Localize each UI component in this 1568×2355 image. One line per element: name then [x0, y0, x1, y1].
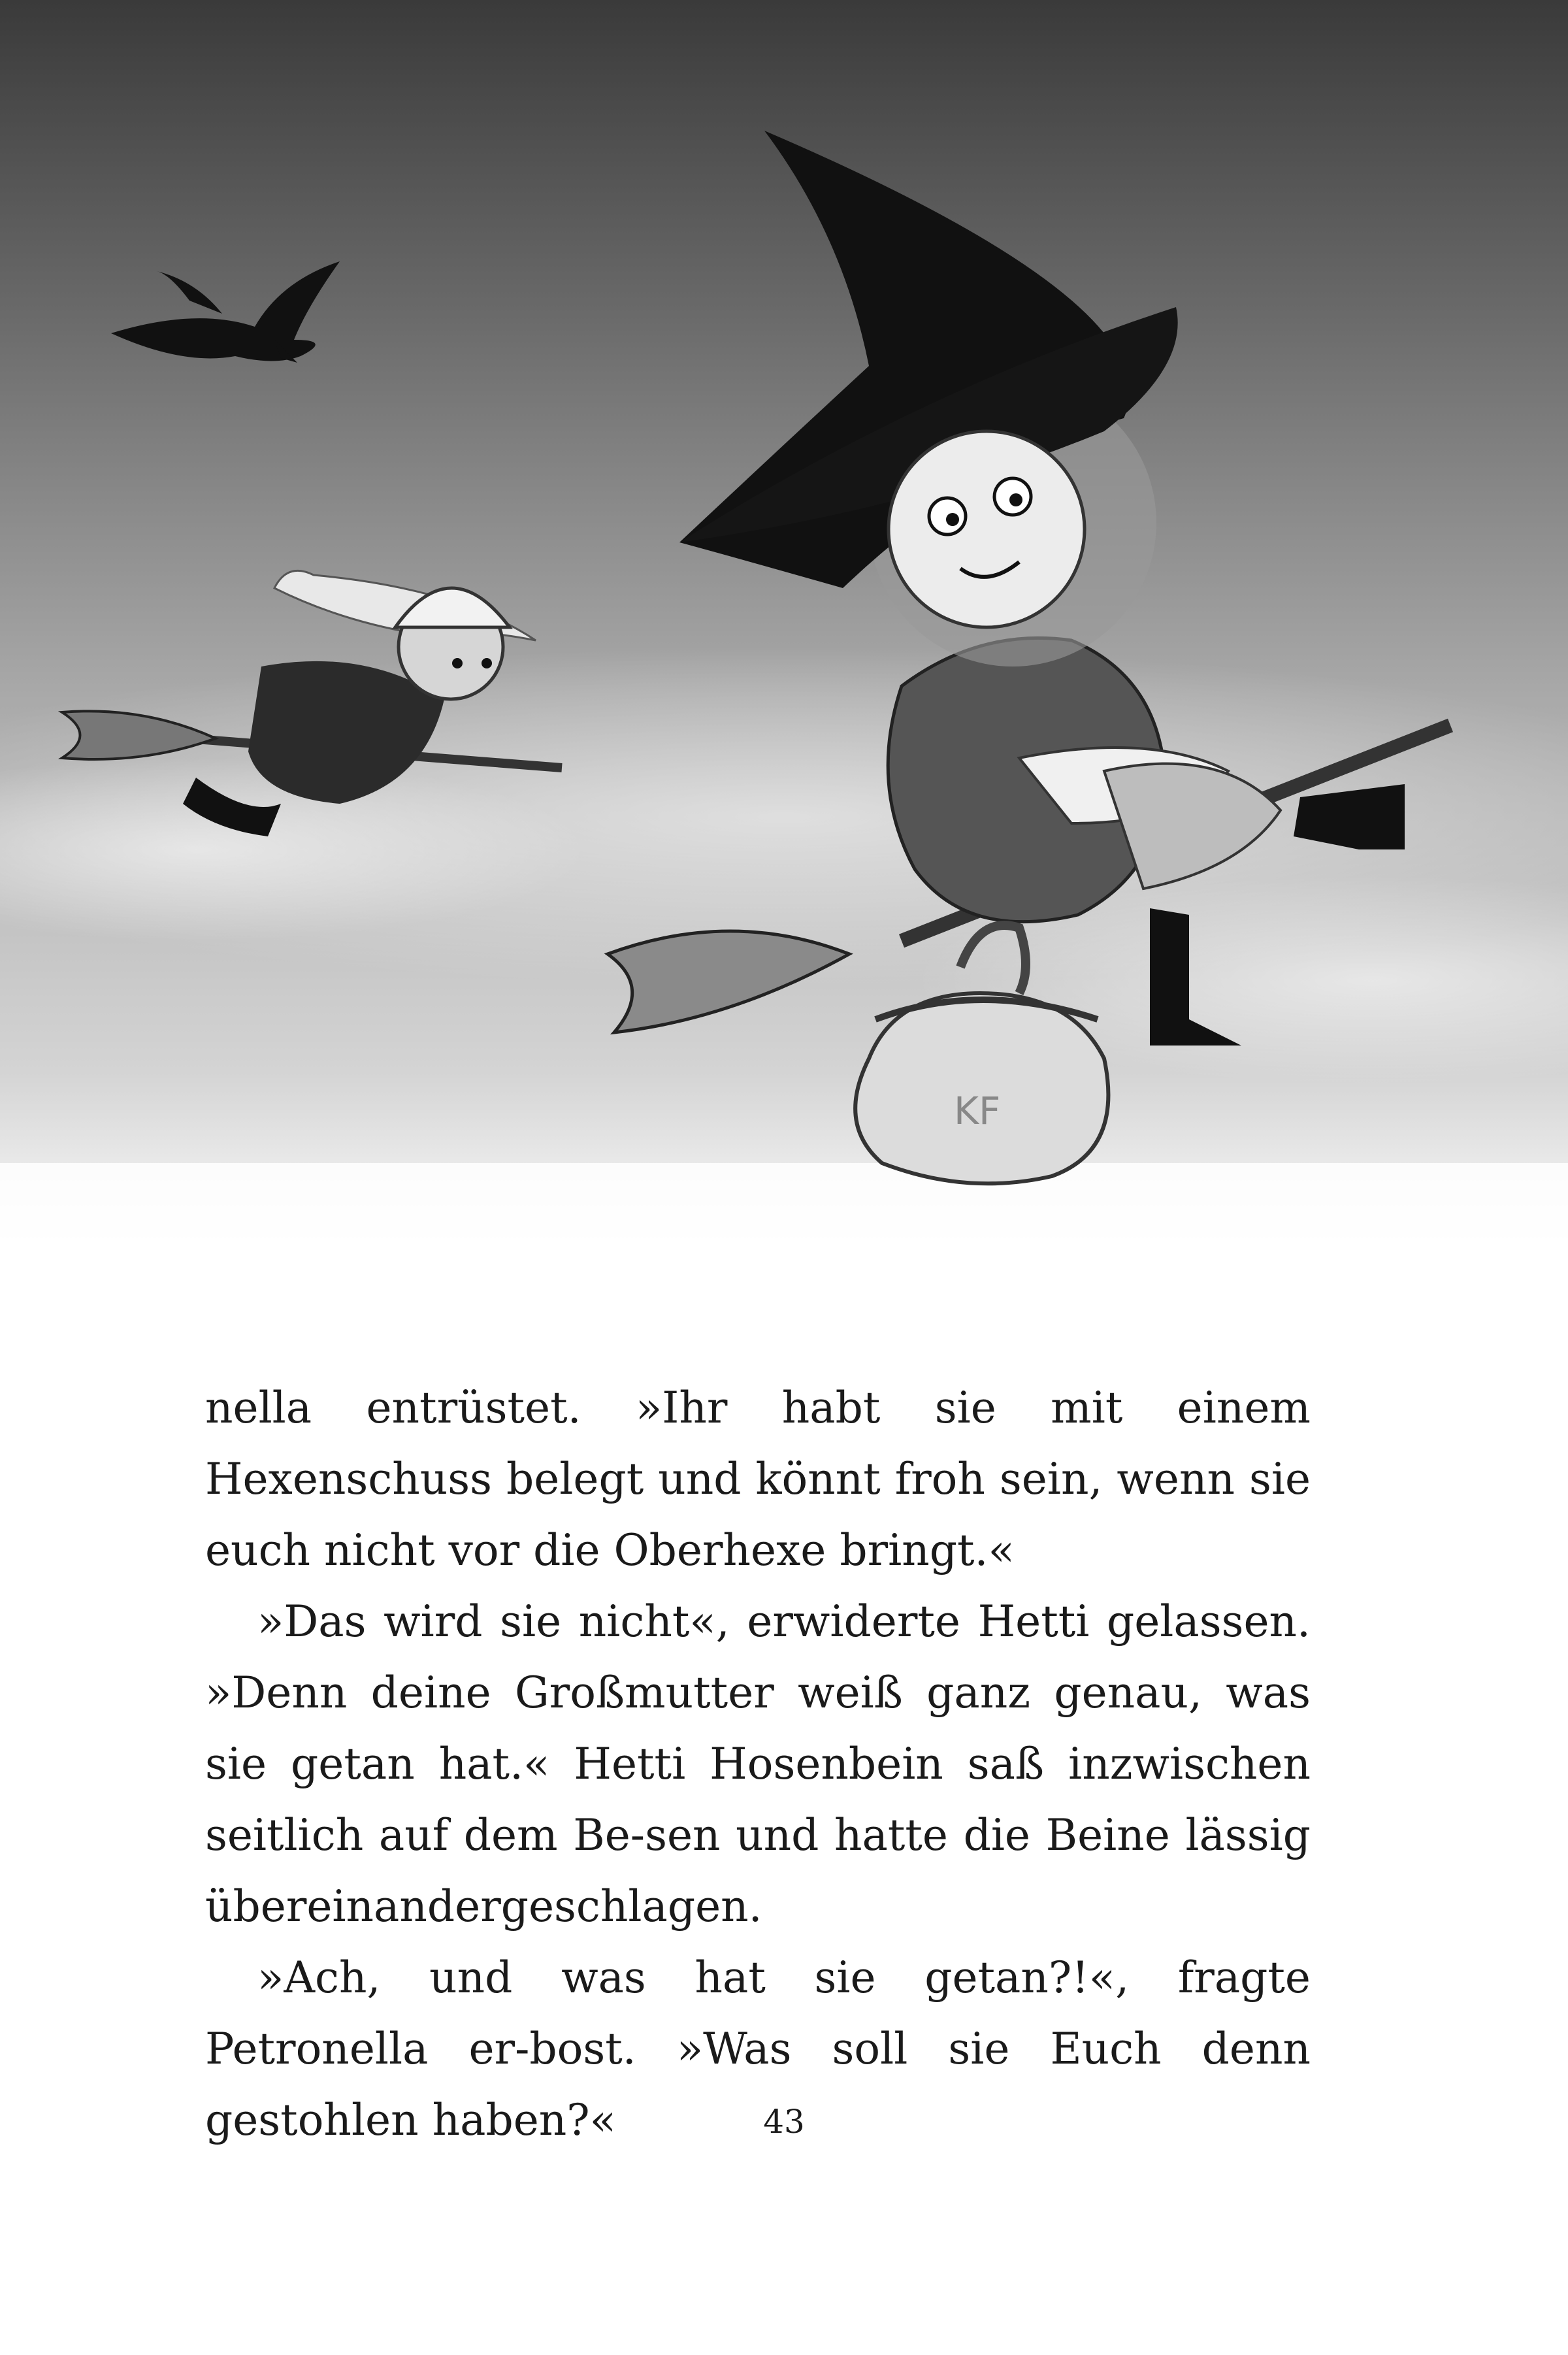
paragraph: nella entrüstet. »Ihr habt sie mit einem Hexenschuss belegt und könnt froh sein, wenn sie euch nicht vor die Oberhexe bringt.« — [205, 1383, 1311, 1575]
sky-fade — [0, 1163, 1568, 1261]
paragraph: »Das wird sie nicht«, erwiderte Hetti gelassen. »Denn deine Großmutter weiß ganz genau, was sie getan hat.« Hetti Hosenbein saß inzwischen seitlich auf dem Be-sen und hatte die Beine lässig übereinandergeschlagen. — [205, 1596, 1311, 1932]
page-number: 43 — [763, 2103, 805, 2141]
paragraph: »Ach, und was hat sie getan?!«, fragte Petronella er-bost. »Was soll sie Euch denn gestohlen haben?« — [205, 1952, 1311, 2145]
bag-monogram: KF — [954, 1089, 1001, 1133]
body-text — [205, 1372, 1311, 2156]
